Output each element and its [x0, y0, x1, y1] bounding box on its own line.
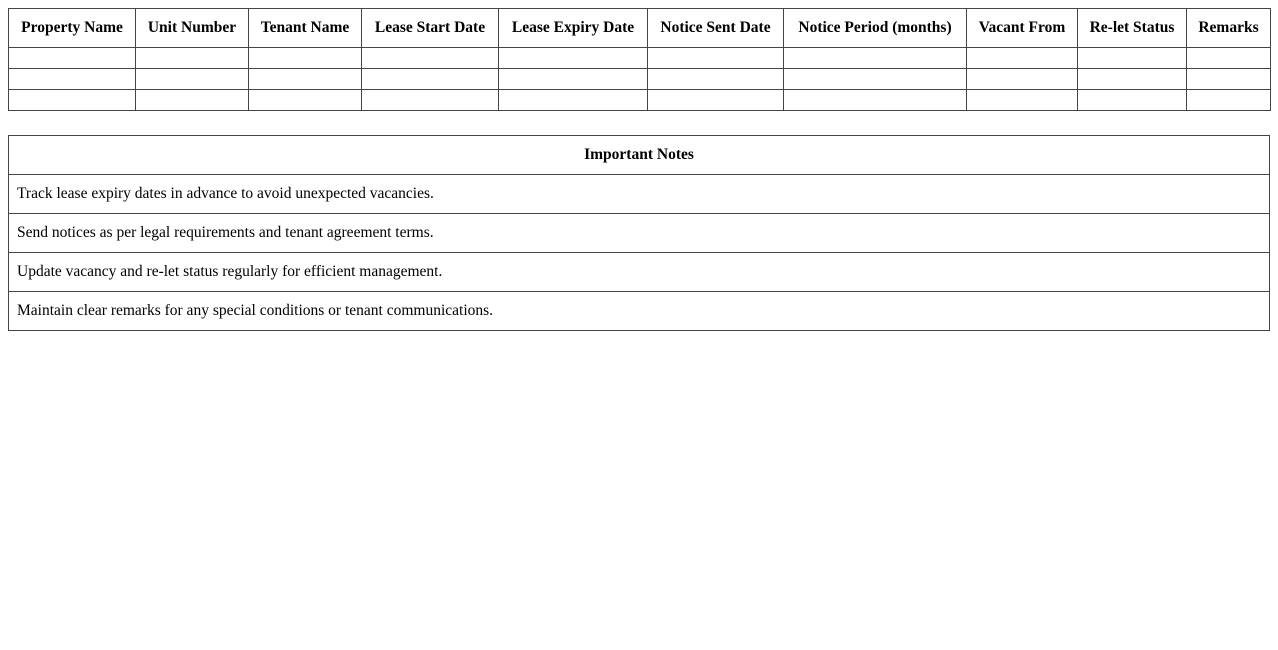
- table-cell: [499, 69, 648, 90]
- note-item: Track lease expiry dates in advance to avoid unexpected vacancies.: [9, 175, 1270, 214]
- column-header-notice-period: Notice Period (months): [784, 9, 967, 48]
- table-row: [9, 48, 1271, 69]
- table-cell: [784, 90, 967, 111]
- column-header-property-name: Property Name: [9, 9, 136, 48]
- column-header-lease-expiry-date: Lease Expiry Date: [499, 9, 648, 48]
- table-row: [9, 90, 1271, 111]
- table-cell: [967, 69, 1078, 90]
- table-cell: [9, 90, 136, 111]
- table-cell: [362, 48, 499, 69]
- table-cell: [362, 69, 499, 90]
- table-cell: [136, 69, 249, 90]
- table-cell: [249, 90, 362, 111]
- table-cell: [499, 90, 648, 111]
- table-cell: [1187, 48, 1271, 69]
- table-cell: [9, 48, 136, 69]
- table-cell: [967, 90, 1078, 111]
- table-cell: [136, 90, 249, 111]
- table-cell: [1078, 90, 1187, 111]
- important-notes-table: [8, 135, 1270, 331]
- header-row: [9, 9, 1271, 48]
- table-cell: [648, 90, 784, 111]
- note-row: [9, 292, 1270, 331]
- note-row: [9, 175, 1270, 214]
- column-header-remarks: Remarks: [1187, 9, 1271, 48]
- table-cell: [9, 69, 136, 90]
- table-row: [9, 69, 1271, 90]
- note-item: Send notices as per legal requirements and tenant agreement terms.: [9, 214, 1270, 253]
- table-cell: [136, 48, 249, 69]
- column-header-vacant-from: Vacant From: [967, 9, 1078, 48]
- notes-title: Important Notes: [9, 136, 1270, 175]
- table-cell: [362, 90, 499, 111]
- table-cell: [499, 48, 648, 69]
- table-cell: [1078, 69, 1187, 90]
- table-cell: [784, 48, 967, 69]
- table-cell: [648, 69, 784, 90]
- table-cell: [648, 48, 784, 69]
- table-cell: [1187, 90, 1271, 111]
- table-cell: [249, 48, 362, 69]
- column-header-lease-start-date: Lease Start Date: [362, 9, 499, 48]
- lease-tracking-table: [8, 8, 1271, 111]
- table-cell: [249, 69, 362, 90]
- column-header-relet-status: Re-let Status: [1078, 9, 1187, 48]
- table-cell: [784, 69, 967, 90]
- note-row: [9, 253, 1270, 292]
- table-cell: [1078, 48, 1187, 69]
- note-item: Update vacancy and re-let status regularly for efficient management.: [9, 253, 1270, 292]
- column-header-tenant-name: Tenant Name: [249, 9, 362, 48]
- table-cell: [1187, 69, 1271, 90]
- note-row: [9, 214, 1270, 253]
- table-cell: [967, 48, 1078, 69]
- column-header-notice-sent-date: Notice Sent Date: [648, 9, 784, 48]
- note-item: Maintain clear remarks for any special conditions or tenant communications.: [9, 292, 1270, 331]
- notes-header-row: [9, 136, 1270, 175]
- column-header-unit-number: Unit Number: [136, 9, 249, 48]
